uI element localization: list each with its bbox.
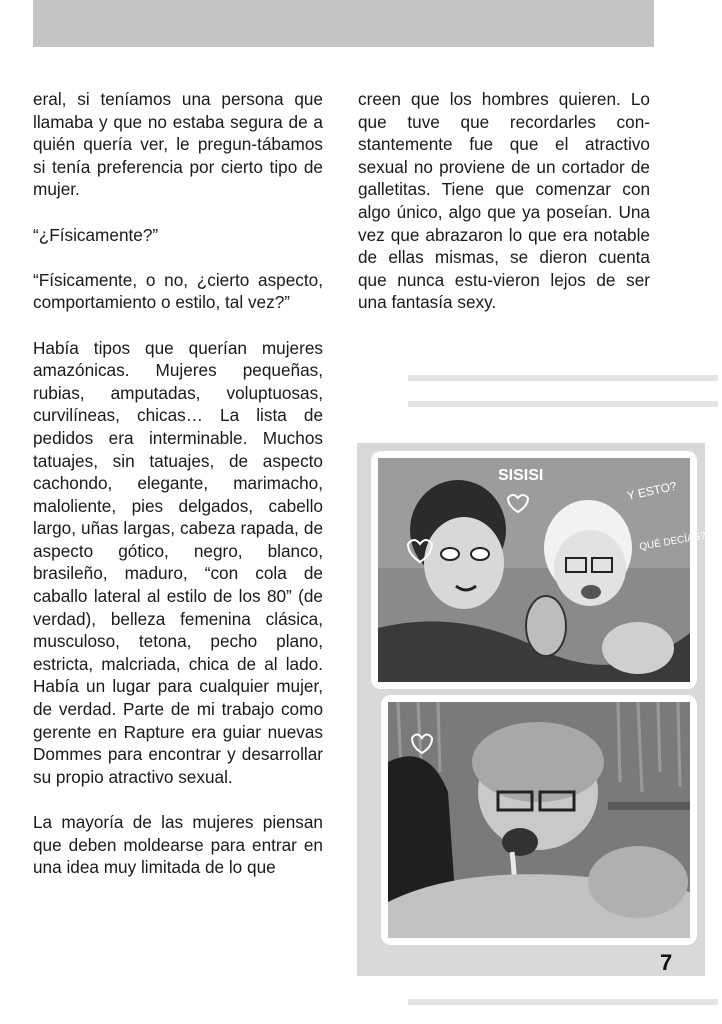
paragraph: La mayoría de las mujeres piensan que deben moldearse para entrar en una idea muy limitada de lo que — [33, 812, 323, 878]
paragraph: “¿Físicamente?” — [33, 224, 159, 245]
comic-top-art — [378, 458, 707, 682]
comic-bottom-art — [388, 702, 690, 938]
header-bar — [33, 0, 654, 47]
divider-rule — [408, 401, 718, 407]
comic-caption-sisisi: SISISI — [498, 467, 544, 484]
left-column — [33, 88, 323, 901]
comic-bottom-panel — [381, 695, 697, 945]
page-number: 7 — [660, 950, 673, 975]
paragraph: eral, si teníamos una persona que llamaba y que no estaba segura de a quién quería ver, le pregun-tábamos si tenía preferencia por cierto tipo de mujer. — [33, 89, 323, 200]
right-column — [358, 88, 650, 337]
paragraph: Había tipos que querían mujeres amazónicas. Mujeres pequeñas, rubias, amputadas, voluptuosas, curvilíneas, chicas… La lista de pedidos era interminable. Muchos tatuajes, sin tatuajes, de aspecto cachondo, elegante, marimacho, maloliente, pies delgados, cabello largo, uñas largas, cabeza rapada, de aspecto gótico, negro, blanco, brasileño, maduro, “con cola de caballo lateral al estilo de los 80” (de verdad), belleza femenina clásica, musculoso, tetona, pecho plano, estricta, malcriada, chica de al lado. Había un lugar para cualquier mujer, de verdad. Parte de mi trabajo como gerente en Rapture era guiar nuevas Dommes para encontrar y desarrollar su propio atractivo sexual. — [33, 337, 323, 787]
comic-caption-yesto: Y ESTO? — [625, 478, 678, 503]
paragraph: “Físicamente, o no, ¿cierto aspecto, comportamiento o estilo, tal vez?” — [33, 269, 323, 313]
comic-caption-quedecias: QUÉ DECÍAS? — [638, 530, 707, 553]
comic-top-panel — [371, 451, 707, 689]
paragraph: creen que los hombres quieren. Lo que tuve que recordarles con-stantemente fue que el atractivo sexual no proviene de un cortador de galletitas. Tiene que comenzar con algo único, algo que ya poseían. Una vez que abrazaron lo que era notable de ellas mismas, se dieron cuenta que nunca estu-vieron lejos de ser una fantasía sexy. — [358, 89, 650, 313]
comic-illustration — [357, 443, 705, 976]
divider-rule — [408, 375, 718, 381]
divider-rule — [408, 999, 718, 1005]
